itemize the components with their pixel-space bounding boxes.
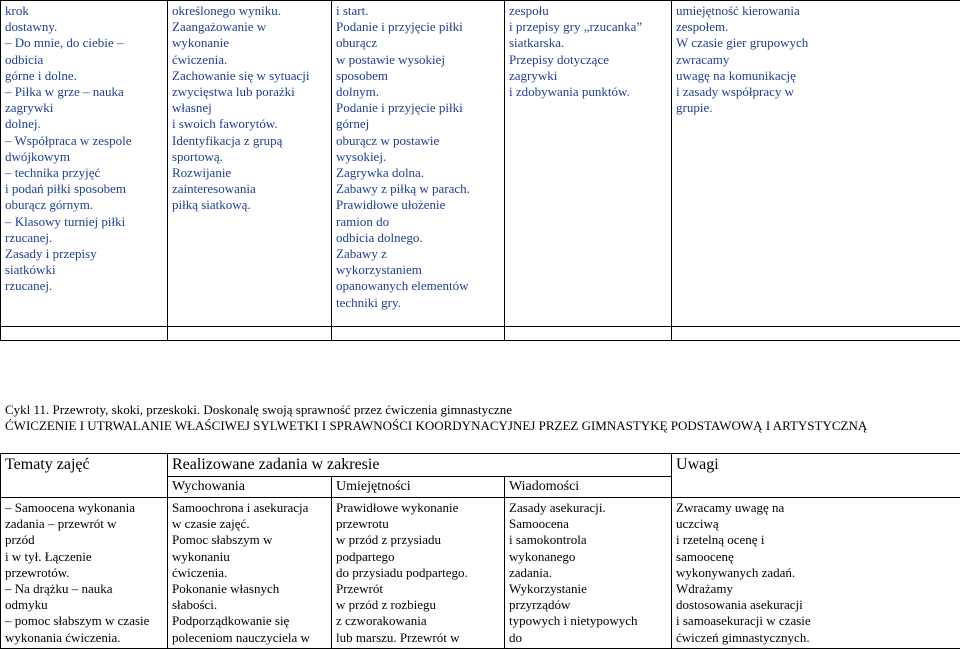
cell-line: W czasie gier grupowych	[676, 35, 956, 51]
cell-line: – Do mnie, do ciebie –	[5, 35, 163, 51]
cell-line: poleceniom nauczyciela w	[172, 630, 327, 646]
cell-line: określonego wyniku.	[172, 3, 327, 19]
cell-line: Zachowanie się w sytuacji	[172, 68, 327, 84]
cell-line: samoocenę	[676, 549, 956, 565]
cell-line: grupie.	[676, 100, 956, 116]
cell-line: – technika przyjęć	[5, 165, 163, 181]
cell-line: dostawny.	[5, 19, 163, 35]
top-col-upbringing	[168, 1, 332, 327]
cell-line: zagrywki	[509, 68, 667, 84]
top-empty-cell	[505, 327, 672, 341]
cell-line: umiejętność kierowania	[676, 3, 956, 19]
cell-line: Zasady asekuracji.	[509, 500, 667, 516]
cell-line: Przepisy dotyczące	[509, 52, 667, 68]
cell-line: odmyku	[5, 597, 163, 613]
cell-line: zwycięstwa lub porażki	[172, 84, 327, 100]
cell-line: i swoich faworytów.	[172, 116, 327, 132]
cell-line: typowych i nietypowych	[509, 613, 667, 629]
cell-line: sportową.	[172, 149, 327, 165]
header-knowledge: Wiadomości	[505, 477, 672, 498]
cycle-line: Cykl 11. Przewroty, skoki, przeskoki. Doskonalę swoją sprawność przez ćwiczenia gimnastyczne	[5, 402, 512, 418]
header-notes: Uwagi	[672, 454, 960, 498]
cell-line: w czasie zajęć.	[172, 516, 327, 532]
cell-line: wykonanego	[509, 549, 667, 565]
cell-line: Zabawy z piłką w parach.	[336, 181, 500, 197]
cell-line: uwagę na komunikację	[676, 68, 956, 84]
cell-line: krok	[5, 3, 163, 19]
bottom-col-notes	[672, 498, 960, 649]
cell-line: zespołu	[509, 3, 667, 19]
cell-line: Pomoc słabszym w	[172, 532, 327, 548]
cell-line: i przepisy gry „rzucanka”	[509, 19, 667, 35]
cell-line: zagrywki	[5, 100, 163, 116]
cell-line: oburącz	[336, 35, 500, 51]
bottom-col-knowledge	[505, 498, 672, 649]
cell-line: zadania.	[509, 565, 667, 581]
cell-line: – pomoc słabszym w czasie	[5, 613, 163, 629]
cell-line: i rzetelną ocenę i	[676, 532, 956, 548]
cell-line: do	[509, 630, 667, 646]
cell-line: słabości.	[172, 597, 327, 613]
cell-line: i zdobywania punktów.	[509, 84, 667, 100]
cell-line: Samoochrona i asekuracja	[172, 500, 327, 516]
cell-line: Prawidłowe wykonanie	[336, 500, 500, 516]
cell-line: przyrządów	[509, 597, 667, 613]
header-topics: Tematy zajęć	[1, 454, 168, 498]
cell-line: Rozwijanie	[172, 165, 327, 181]
cell-line: – Klasowy turniej piłki	[5, 214, 163, 230]
top-col-notes	[672, 1, 960, 327]
cell-line: Zwracamy uwagę na	[676, 500, 956, 516]
cell-line: w postawie wysokiej	[336, 52, 500, 68]
cell-line: Zasady i przepisy	[5, 246, 163, 262]
cell-line: piłką siatkową.	[172, 197, 327, 213]
bottom-col-skills	[332, 498, 505, 649]
cell-line: rzucanej.	[5, 278, 163, 294]
cell-line: Podporządkowanie się	[172, 613, 327, 629]
header-upbringing: Wychowania	[168, 477, 332, 498]
cell-line: Podanie i przyjęcie piłki	[336, 19, 500, 35]
cell-line: odbicia	[5, 52, 163, 68]
top-empty-cell	[1, 327, 168, 341]
cell-line: oburącz górnym.	[5, 197, 163, 213]
top-col-skills	[332, 1, 505, 327]
top-empty-cell	[672, 327, 960, 341]
cell-line: w przód z rozbiegu	[336, 597, 500, 613]
cell-line: Samoocena	[509, 516, 667, 532]
cell-line: i zasady współpracy w	[676, 84, 956, 100]
cell-line: rzucanej.	[5, 230, 163, 246]
bottom-col-upbringing	[168, 498, 332, 649]
cell-line: i start.	[336, 3, 500, 19]
cell-line: wykonywanych zadań.	[676, 565, 956, 581]
cell-line: techniki gry.	[336, 295, 500, 311]
cell-line: Zagrywka dolna.	[336, 165, 500, 181]
cell-line: dolnej.	[5, 116, 163, 132]
cell-line: i w tył. Łączenie	[5, 549, 163, 565]
cell-line: – Współpraca w zespole	[5, 133, 163, 149]
cell-line: własnej	[172, 100, 327, 116]
cell-line: i podań piłki sposobem	[5, 181, 163, 197]
cell-line: podpartego	[336, 549, 500, 565]
cell-line: Podanie i przyjęcie piłki	[336, 100, 500, 116]
cell-line: – Na drążku – nauka	[5, 581, 163, 597]
cell-line: Pokonanie własnych	[172, 581, 327, 597]
cell-line: dolnym.	[336, 84, 500, 100]
cell-line: siatkarska.	[509, 35, 667, 51]
bottom-table	[0, 453, 960, 649]
cell-line: i samoasekuracji w czasie	[676, 613, 956, 629]
top-empty-cell	[332, 327, 505, 341]
cell-line: wysokiej.	[336, 149, 500, 165]
cell-line: Zabawy z	[336, 246, 500, 262]
cell-line: Identyfikacja z grupą	[172, 133, 327, 149]
cell-line: zespołem.	[676, 19, 956, 35]
cell-line: odbicia dolnego.	[336, 230, 500, 246]
cell-line: dwójkowym	[5, 149, 163, 165]
cell-line: przewrotu	[336, 516, 500, 532]
cell-line: zadania – przewrót w	[5, 516, 163, 532]
cell-line: ćwiczenia.	[172, 565, 327, 581]
top-empty-cell	[168, 327, 332, 341]
header-skills: Umiejętności	[332, 477, 505, 498]
cell-line: zwracamy	[676, 52, 956, 68]
cell-line: Prawidłowe ułożenie	[336, 197, 500, 213]
top-col-topics	[1, 1, 168, 327]
header-tasks: Realizowane zadania w zakresie	[168, 454, 672, 477]
cell-line: przód	[5, 532, 163, 548]
cell-line: ćwiczeń gimnastycznych.	[676, 630, 956, 646]
cell-line: uczciwą	[676, 516, 956, 532]
cell-line: Zaangażowanie w	[172, 19, 327, 35]
section-heading: ĆWICZENIE I UTRWALANIE WŁAŚCIWEJ SYLWETKI I SPRAWNOŚCI KOORDYNACYJNEJ PRZEZ GIMNASTYKĘ PODSTAWOWĄ I ARTYSTYCZNĄ	[5, 418, 867, 434]
cell-line: przewrotów.	[5, 565, 163, 581]
cell-line: wykorzystaniem	[336, 262, 500, 278]
bottom-col-topics	[1, 498, 168, 649]
top-col-knowledge	[505, 1, 672, 327]
cell-line: lub marszu. Przewrót w	[336, 630, 500, 646]
cell-line: z czworakowania	[336, 613, 500, 629]
cell-line: wykonaniu	[172, 549, 327, 565]
cell-line: do przysiadu podpartego.	[336, 565, 500, 581]
cell-line: górne i dolne.	[5, 68, 163, 84]
cell-line: siatkówki	[5, 262, 163, 278]
cell-line: Wdrażamy	[676, 581, 956, 597]
cell-line: Wykorzystanie	[509, 581, 667, 597]
cell-line: górnej	[336, 116, 500, 132]
cell-line: wykonania ćwiczenia.	[5, 630, 163, 646]
cell-line: sposobem	[336, 68, 500, 84]
cell-line: – Samoocena wykonania	[5, 500, 163, 516]
cell-line: wykonanie	[172, 35, 327, 51]
cell-line: zainteresowania	[172, 181, 327, 197]
cell-line: oburącz w postawie	[336, 133, 500, 149]
cell-line: – Piłka w grze – nauka	[5, 84, 163, 100]
cell-line: ramion do	[336, 214, 500, 230]
cell-line: Przewrót	[336, 581, 500, 597]
cell-line: i samokontrola	[509, 532, 667, 548]
cell-line: w przód z przysiadu	[336, 532, 500, 548]
cell-line: opanowanych elementów	[336, 278, 500, 294]
cell-line: dostosowania asekuracji	[676, 597, 956, 613]
cell-line: ćwiczenia.	[172, 52, 327, 68]
